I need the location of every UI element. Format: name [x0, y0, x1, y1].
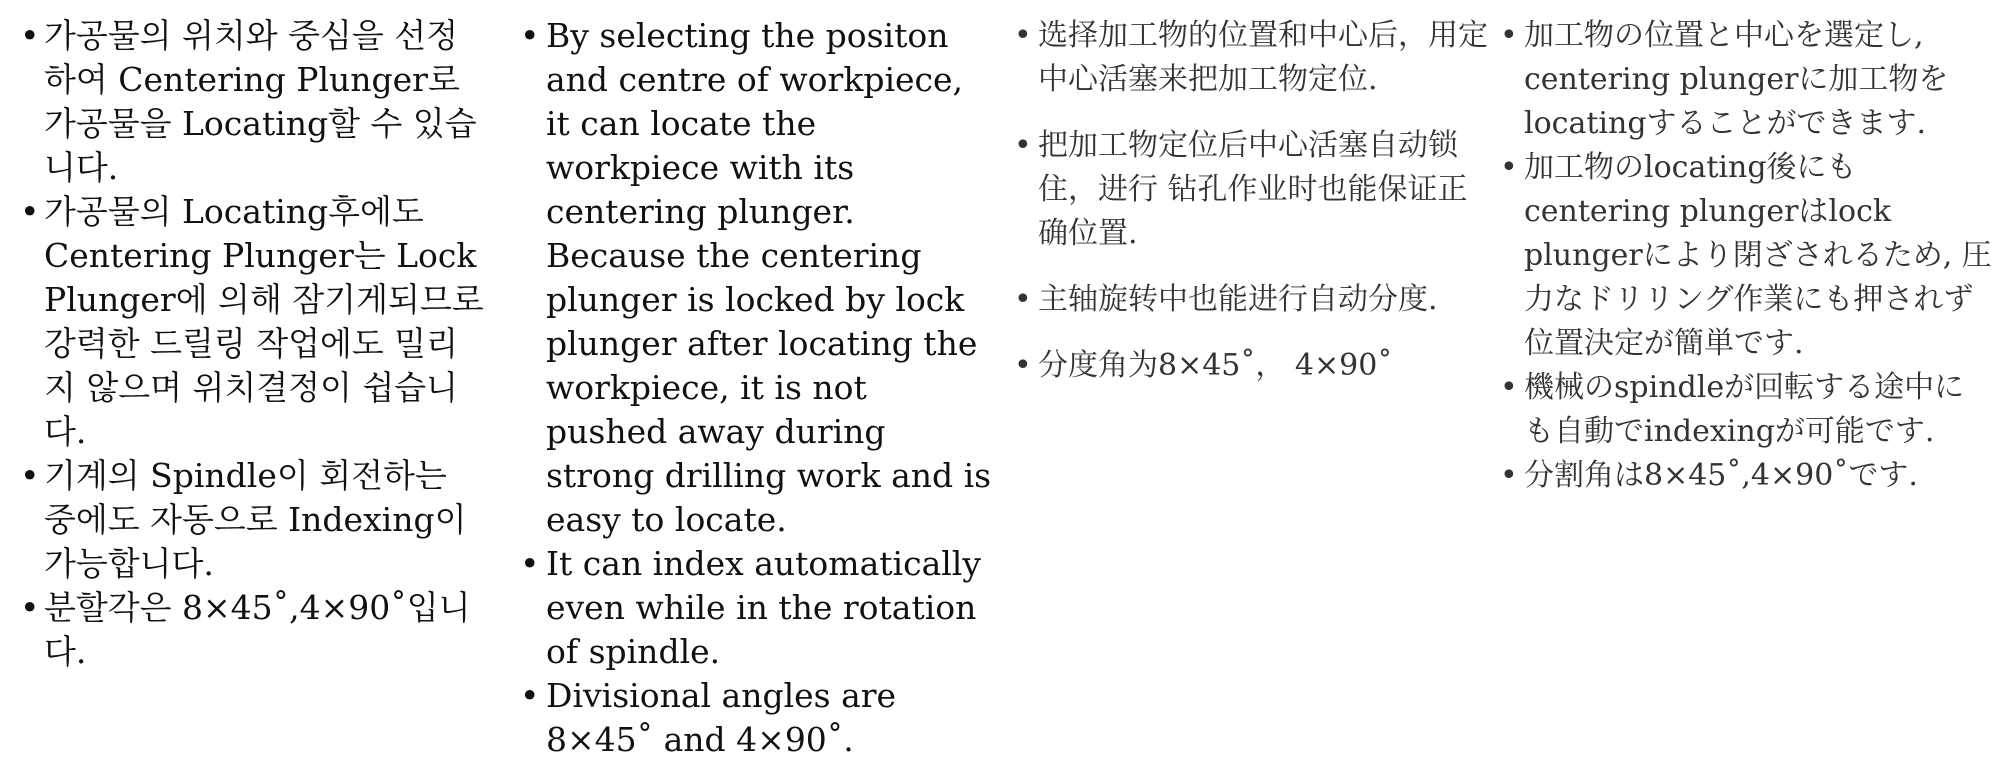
japanese-bullet-item: • 加工物の位置と中心を選定し, centering plungerに加工物をlocatingすることができます.: [1494, 14, 1994, 146]
english-column: [516, 14, 996, 762]
chinese-bullet-item: • 主轴旋转中也能进行自动分度.: [1008, 278, 1488, 322]
japanese-bullet-item: • 分割角は8×45˚,4×90˚です.: [1494, 454, 1994, 498]
korean-bullet-item: • 분할각은 8×45˚,4×90˚입니다.: [14, 586, 484, 674]
korean-column: [14, 14, 484, 674]
english-bullet-item: • It can index automatically even while in the rotation of spindle.: [516, 542, 996, 674]
korean-bullet-item: • 기계의 Spindle이 회전하는 중에도 자동으로 Indexing이 가능합니다.: [14, 454, 484, 586]
chinese-bullet-item: • 分度角为8×45˚， 4×90˚: [1008, 344, 1488, 388]
chinese-column: [1008, 14, 1488, 410]
english-bullet-item: • By selecting the positon and centre of workpiece, it can locate the workpiece with its centering plunger. Because the centering plunger is locked by lock plunger after locating the workpiece, it is not pushed away during strong drilling work and is easy to locate.: [516, 14, 996, 542]
chinese-bullet-item: • 把加工物定位后中心活塞自动锁住，进行 钻孔作业时也能保证正确位置.: [1008, 124, 1488, 256]
japanese-bullet-item: • 機械のspindleが回転する途中にも自動でindexingが可能です.: [1494, 366, 1994, 454]
korean-bullet-item: • 가공물의 위치와 중심을 선정하여 Centering Plunger로 가공물을 Locating할 수 있습니다.: [14, 14, 484, 190]
japanese-bullet-item: • 加工物のlocating後にもcentering plungerはlock plungerにより閉ざされるため, 圧力なドリリング作業にも押されず位置決定が簡単です.: [1494, 146, 1994, 366]
korean-bullet-item: • 가공물의 Locating후에도 Centering Plunger는 Lock Plunger에 의해 잠기게되므로 강력한 드릴링 작업에도 밀리지 않으며 위치결정이 쉽습니다.: [14, 190, 484, 454]
chinese-bullet-item: • 选择加工物的位置和中心后，用定中心活塞来把加工物定位.: [1008, 14, 1488, 102]
japanese-column: [1494, 14, 1994, 498]
english-bullet-item: • Divisional angles are 8×45˚ and 4×90˚.: [516, 674, 996, 762]
